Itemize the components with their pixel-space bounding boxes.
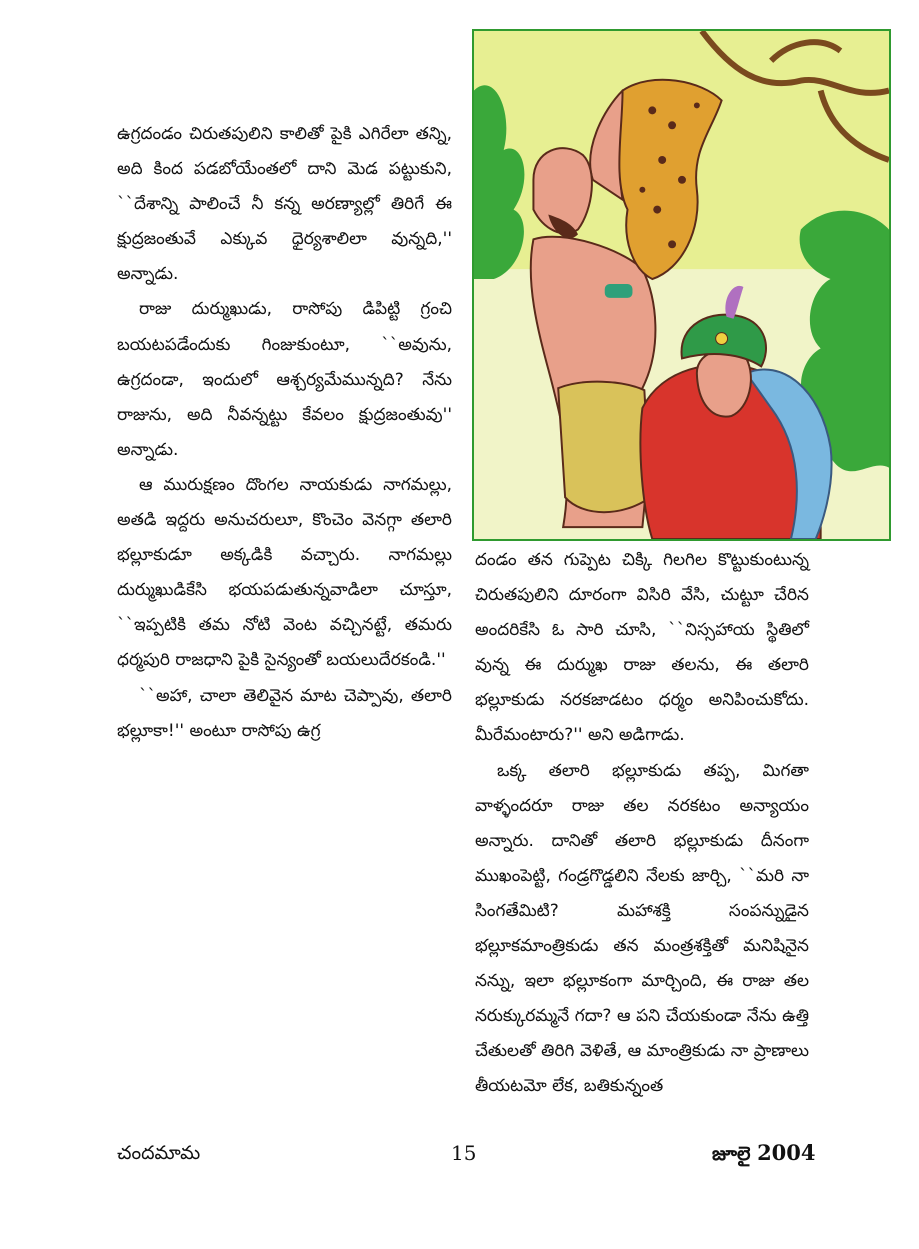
story-illustration (472, 29, 891, 541)
issue-year: 2004 (757, 1140, 816, 1165)
paragraph: ఉగ్రదండం చిరుతపులిని కాలితో పైకి ఎగిరేలా తన్ని, అది కింద పడబోయేంతలో దాని మెడ పట్టుకుని, ``దేశాన్ని పాలించే నీ కన్న అరణ్యాల్లో తిరిగే ఈ క్షుద్రజంతువే ఎక్కువ ధైర్యశాలిలా వున్నది,'' అన్నాడు. (117, 124, 452, 285)
turban-jewel (716, 333, 728, 345)
issue-date (712, 1141, 816, 1166)
illustration-art (474, 31, 889, 539)
paragraph: ఆ మురుక్షణం దొంగల నాయకుడు నాగమల్లు, అతడి ఇద్దరు అనుచరులూ, కొంచెం వెనగ్గా తలారి భల్లూకుడూ అక్కడికి వచ్చారు. నాగమల్లు దుర్ముఖుడికేసి భయపడుతున్నవాడిలా చూస్తూ, ``ఇప్పటికి తమ నోటి వెంట వచ్చినట్టే, తమరు ధర్మపురి రాజధాని పైకి సైన్యంతో బయలుదేరకండి.'' (117, 474, 452, 671)
paragraph: ఒక్క తలారి భల్లూకుడు తప్ప, మిగతా వాళ్ళందరూ రాజు తల నరకటం అన్యాయం అన్నారు. దానితో తలారి భల్లూకుడు దీనంగా ముఖంపెట్టి, గండ్రగొడ్డలిని నేలకు జార్చి, ``మరి నా సింగతేమిటి? మహాశక్తి సంపన్నుడైన భల్లూకమాంత్రికుడు తన మంత్రశక్తితో మనిషినైన నన్ను, ఇలా భల్లూకంగా మార్చింది, ఈ రాజు తల నరుక్కురమ్మనే గదా? ఆ పని చేయకుండా నేను ఉత్తి చేతులతో తిరిగి వెళితే, ఆ మాంత్రికుడు నా ప్రాణాలు తీయటమో లేక, బతికున్నంత (475, 760, 809, 1097)
page-number: 15 (451, 1141, 477, 1165)
right-text-column (475, 543, 809, 1105)
left-text-column (117, 117, 452, 749)
paragraph: రాజు దుర్ముఖుడు, రాసోపు డిపిట్టి గ్రంచి బయటపడేందుకు గింజుకుంటూ, ``అవును, ఉగ్రదండా, ఇందులో ఆశ్చర్యమేమున్నది? నేను రాజును, అది నీవన్నట్టు కేవలం క్షుద్రజంతువు'' అన్నాడు. (117, 299, 452, 460)
paragraph: ``అహా, చాలా తెలివైన మాట చెప్పావు, తలారి భల్లూకా!'' అంటూ రాసోపు ఉగ్ర (117, 685, 452, 741)
magazine-name: చందమామ (117, 1142, 201, 1164)
issue-month: జూలై (712, 1143, 751, 1165)
paragraph: దండం తన గుప్పెట చిక్కి గిలగిల కొట్టుకుంటున్న చిరుతపులిని దూరంగా విసిరి వేసి, చుట్టూ చేరిన అందరికేసి ఓ సారి చూసి, ``నిస్సహాయ స్థితిలో వున్న ఈ దుర్ముఖ రాజు తలను, ఈ తలారి భల్లూకుడు నరకజాడటం ధర్మం అనిపించుకోదు. మీరేమంటారు?'' అని అడిగాడు. (475, 550, 809, 746)
warrior-armband (605, 284, 633, 298)
warrior-skirt (558, 382, 650, 513)
